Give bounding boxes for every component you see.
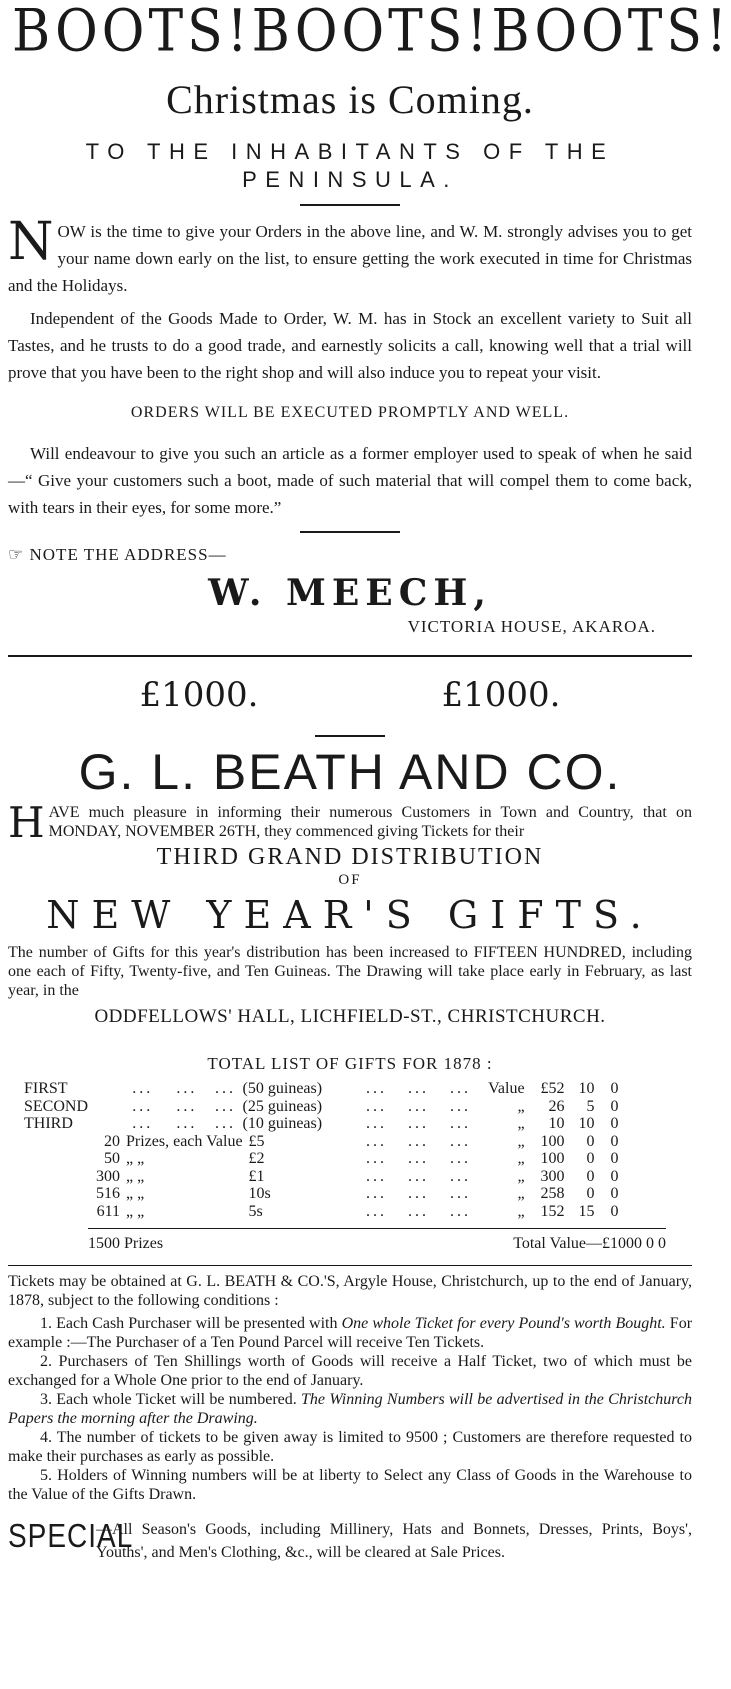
gift-dots: ... xyxy=(215,1097,237,1115)
gift-dots: ... xyxy=(450,1132,472,1150)
prize-count: 300 xyxy=(96,1167,120,1185)
gift-dots: ... xyxy=(132,1080,154,1097)
prize-pence: 0 xyxy=(610,1185,619,1202)
paragraph-orders-text: OW is the time to give your Orders in the above line, and W. M. strongly advises you to get your name down early on the list, to ensure getting the work executed in time for Christmas and the Holidays. xyxy=(8,222,692,295)
boots-word-1: BOOTS! xyxy=(12,0,252,65)
new-year-gifts-heading: NEW YEAR'S GIFTS. xyxy=(46,893,654,937)
prize-value: 10s xyxy=(248,1185,271,1202)
prize-value: £2 xyxy=(248,1150,265,1167)
tickets-paragraph: Tickets may be obtained at G. L. BEATH & CO.'S, Argyle House, Christchurch, up to the end of January, 1878, subject to the following conditions : xyxy=(8,1273,692,1309)
intro-text: AVE much pleasure in informing their numerous Customers in Town and Country, that on MONDAY, NOVEMBER 26TH, they commenced giving Tickets for their xyxy=(48,804,692,840)
gift-dots: ... xyxy=(132,1115,154,1132)
paragraph-quote: Will endeavour to give you such an article as a former employer used to speak of when he said—“ Give your customers such a boot, made of such material that will compel them to come back, with tears in their eyes, for some more.” xyxy=(8,444,692,517)
prize-desc: „ „ xyxy=(126,1167,145,1185)
short-divider xyxy=(315,735,385,737)
prize-pence: 0 xyxy=(610,1202,619,1220)
inhabitants-heading: TO THE INHABITANTS OF THE PENINSULA. xyxy=(85,139,615,192)
prize-pounds: 152 xyxy=(540,1202,565,1220)
gifts-total-row xyxy=(88,1228,666,1253)
gift-detail: (25 guineas) xyxy=(242,1097,323,1115)
drop-cap: H xyxy=(8,798,45,847)
gift-dots: ... xyxy=(450,1115,472,1132)
pounds-amount-1: £1000. xyxy=(139,675,259,715)
short-divider xyxy=(300,531,400,533)
total-list-title: TOTAL LIST OF GIFTS FOR 1878 : xyxy=(207,1054,493,1073)
gift-dots: ... xyxy=(408,1115,430,1132)
condition-3-text: 3. Each whole Ticket will be numbered. xyxy=(40,1391,297,1408)
gift-dots: ... xyxy=(408,1150,430,1167)
total-value: Total Value—£1000 0 0 xyxy=(513,1235,666,1252)
gift-dots: ... xyxy=(366,1185,388,1202)
gift-dots: ... xyxy=(215,1080,237,1097)
gift-dots: ... xyxy=(450,1097,472,1115)
gift-dots: ... xyxy=(215,1115,237,1132)
prize-ditto: „ xyxy=(517,1167,525,1185)
prize-count: 611 xyxy=(96,1202,120,1220)
prize-pounds: 100 xyxy=(540,1150,565,1167)
gift-dots: ... xyxy=(450,1167,472,1185)
gift-prefix: „ xyxy=(517,1097,525,1115)
prize-shillings: 0 xyxy=(586,1167,595,1185)
gift-dots: ... xyxy=(450,1202,472,1220)
gift-label: THIRD xyxy=(24,1115,73,1132)
gift-pence: 0 xyxy=(610,1115,619,1132)
prize-desc: „ „ xyxy=(126,1150,145,1167)
condition-1-text-b: For example :—The Purchaser of a Ten Pound Parcel will receive Ten Tickets. xyxy=(8,1315,693,1351)
gift-row xyxy=(24,1098,619,1116)
prize-count: 20 xyxy=(104,1132,120,1150)
condition-5: 5. Holders of Winning numbers will be at liberty to Select any Class of Goods in the Warehouse to the Value of the Gifts Drawn. xyxy=(8,1467,692,1503)
total-prizes: 1500 Prizes xyxy=(88,1235,164,1252)
prize-pounds: 100 xyxy=(540,1132,565,1150)
prize-desc: „ „ xyxy=(126,1202,145,1220)
gift-row xyxy=(24,1080,619,1098)
prize-ditto: „ xyxy=(517,1150,525,1167)
gift-dots: ... xyxy=(366,1080,388,1097)
intro-paragraph xyxy=(8,798,692,847)
prize-count: 516 xyxy=(96,1185,120,1202)
gift-dots: ... xyxy=(450,1150,472,1167)
gift-dots: ... xyxy=(408,1132,430,1150)
gifts-table xyxy=(24,1080,619,1220)
gift-pounds: 10 xyxy=(548,1115,565,1132)
orders-line: ORDERS WILL BE EXECUTED PROMPTLY AND WELL. xyxy=(130,404,570,421)
prize-ditto: „ xyxy=(517,1202,525,1220)
meech-advertisement xyxy=(8,0,731,637)
short-divider xyxy=(300,204,400,206)
gift-dots: ... xyxy=(408,1097,430,1115)
gift-dots: ... xyxy=(366,1202,388,1220)
prize-value: £5 xyxy=(248,1132,265,1150)
gift-dots: ... xyxy=(176,1080,198,1097)
drop-cap: N xyxy=(8,212,54,272)
condition-1-italic: One whole Ticket for every Pound's worth Bought. xyxy=(341,1315,666,1332)
gift-dots: ... xyxy=(408,1202,430,1220)
condition-1-text-a: 1. Each Cash Purchaser will be presented with xyxy=(40,1315,338,1332)
note-address-text: NOTE THE ADDRESS— xyxy=(29,545,227,564)
paragraph-stock: Independent of the Goods Made to Order, W. M. has in Stock an excellent variety to Suit all Tastes, and he trusts to do a good trade, and earnestly solicits a call, knowing well that a trial will prove that you have been to the right shop and will also induce you to repeat your visit. xyxy=(8,309,692,382)
prize-pence: 0 xyxy=(610,1132,619,1150)
prize-ditto: „ xyxy=(517,1185,525,1202)
firm-name: G. L. BEATH AND CO. xyxy=(78,744,622,800)
prize-desc: Prizes, each Value xyxy=(126,1132,243,1150)
gift-dots: ... xyxy=(450,1185,472,1202)
prize-ditto: „ xyxy=(517,1132,525,1150)
prize-shillings: 0 xyxy=(586,1132,595,1150)
prize-value: 5s xyxy=(248,1202,263,1220)
prize-row xyxy=(24,1203,619,1221)
condition-3-italic: The Winning Numbers will be advertised in the Christchurch Papers the morning after the Drawing. xyxy=(8,1391,692,1427)
prize-desc: „ „ xyxy=(126,1185,145,1202)
pounds-amount-2: £1000. xyxy=(441,675,561,715)
gift-dots: ... xyxy=(366,1132,388,1150)
prize-pounds: 258 xyxy=(540,1185,565,1202)
christmas-heading: Christmas is Coming. xyxy=(166,77,534,122)
gift-shillings: 10 xyxy=(578,1080,595,1097)
prize-pence: 0 xyxy=(610,1150,619,1167)
gift-dots: ... xyxy=(366,1167,388,1185)
merchant-name: W. MEECH, xyxy=(208,572,492,614)
gift-row xyxy=(24,1115,619,1133)
condition-2: 2. Purchasers of Ten Shillings worth of Goods will receive a Half Ticket, two of which must be exchanged for a Whole One prior to the end of January. xyxy=(8,1353,692,1389)
gift-dots: ... xyxy=(450,1080,472,1097)
hall-address: ODDFELLOWS' HALL, LICHFIELD-ST., CHRISTCHURCH. xyxy=(94,1006,606,1027)
prize-shillings: 0 xyxy=(586,1185,595,1202)
gift-detail: (50 guineas) xyxy=(242,1080,323,1097)
boots-headline xyxy=(12,0,731,65)
gift-shillings: 5 xyxy=(586,1097,595,1115)
beath-advertisement xyxy=(8,675,692,1564)
prize-pence: 0 xyxy=(610,1167,619,1185)
pounds-headline xyxy=(8,675,692,715)
gift-dots: ... xyxy=(408,1167,430,1185)
gift-pence: 0 xyxy=(610,1080,619,1097)
merchant-address: VICTORIA HOUSE, AKAROA. xyxy=(407,617,656,636)
prize-row xyxy=(24,1133,619,1151)
gift-dots: ... xyxy=(132,1097,154,1115)
paragraph-orders xyxy=(8,212,692,299)
prize-shillings: 15 xyxy=(578,1202,595,1220)
gift-detail: (10 guineas) xyxy=(242,1115,323,1132)
special-word: SPECIAL xyxy=(8,1516,134,1554)
prize-pounds: 300 xyxy=(540,1167,565,1185)
prize-row xyxy=(24,1168,619,1186)
prize-value: £1 xyxy=(248,1167,265,1185)
gift-dots: ... xyxy=(366,1150,388,1167)
ad-separator xyxy=(8,655,692,657)
third-distribution-heading: THIRD GRAND DISTRIBUTION xyxy=(156,844,544,870)
gift-dots: ... xyxy=(408,1185,430,1202)
gift-label: SECOND xyxy=(24,1097,89,1115)
prize-row xyxy=(24,1185,619,1203)
gift-prefix: „ xyxy=(517,1115,525,1132)
number-of-gifts-paragraph: The number of Gifts for this year's distribution has been increased to FIFTEEN HUNDRED, including one each of Fifty, Twenty-five, and Ten Guineas. The Drawing will take place early in February, as last year, in the xyxy=(8,944,692,999)
gift-dots: ... xyxy=(366,1115,388,1132)
note-address xyxy=(8,545,692,565)
gift-pence: 0 xyxy=(610,1097,619,1115)
gift-dots: ... xyxy=(176,1097,198,1115)
gift-dots: ... xyxy=(408,1080,430,1097)
condition-1 xyxy=(8,1314,692,1352)
gift-pounds: £52 xyxy=(540,1080,565,1097)
gift-pounds: 26 xyxy=(548,1097,565,1115)
gift-dots: ... xyxy=(366,1097,388,1115)
gift-label: FIRST xyxy=(24,1080,68,1097)
boots-word-3: BOOTS! xyxy=(491,0,731,65)
condition-3 xyxy=(8,1390,692,1428)
prize-count: 50 xyxy=(104,1150,120,1167)
gift-prefix: Value xyxy=(488,1080,525,1097)
section-divider xyxy=(8,1265,692,1266)
condition-4: 4. The number of tickets to be given away is limited to 9500 ; Customers are therefore requested to make their purchases as early as possible. xyxy=(8,1429,692,1465)
prize-shillings: 0 xyxy=(586,1150,595,1167)
boots-word-2: BOOTS! xyxy=(251,0,492,65)
prize-row xyxy=(24,1150,619,1168)
of-word: OF xyxy=(338,872,362,888)
special-notice xyxy=(8,1518,692,1564)
pointing-hand-icon: ☞ xyxy=(8,545,25,564)
gift-dots: ... xyxy=(176,1115,198,1132)
special-text: —All Season's Goods, including Millinery, Hats and Bonnets, Dresses, Prints, Boys', Youths', and Men's Clothing, &c., will be cleared at Sale Prices. xyxy=(96,1521,692,1561)
gift-shillings: 10 xyxy=(578,1115,595,1132)
